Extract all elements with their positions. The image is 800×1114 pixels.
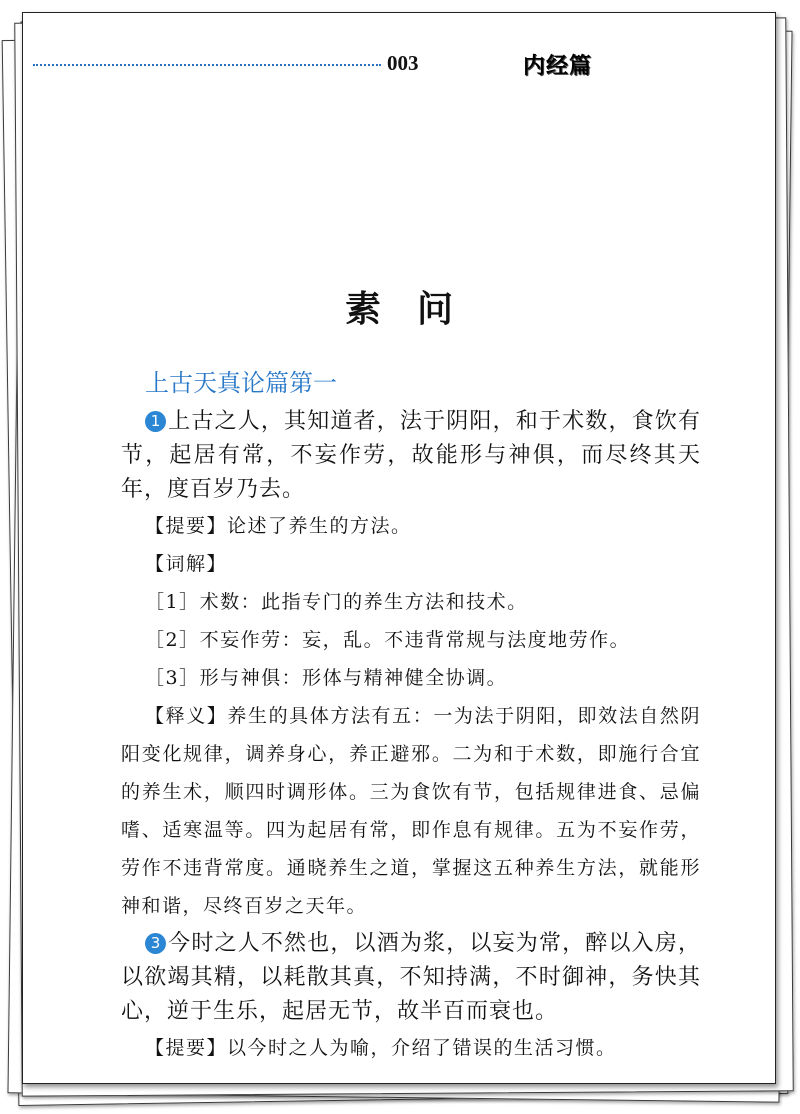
passage-number-badge: 3 xyxy=(145,933,166,954)
chapter-title: 素问 xyxy=(344,288,489,330)
explanation: 【释义】养生的具体方法有五：一为法于阴阳，即效法自然阴阳变化规律，调养身心，养正避邪。二为和于术数，即施行合宜的养生术，顺四时调形体。三为食饮有节，包括规律进食、忌偏嗜、适寒温等。四为起居有常，即作息有规律。五为不妄作劳，劳作不违背常度。通晓养生之道，掌握这五种养生方法，就能形神和谐，尽终百岁之天年。 xyxy=(121,705,701,917)
summary-1: 【提要】论述了养生的方法。 xyxy=(145,515,412,537)
passage-3 xyxy=(121,927,701,1029)
page-number: 003 xyxy=(387,51,419,75)
glossary-item: ［1］术数：此指专门的养生方法和技术。 xyxy=(145,591,528,613)
passage-3-text: 今时之人不然也，以酒为浆，以妄为常，醉以入房，以欲竭其精，以耗散其真，不知持满，不时御神，务快其心，逆于生乐，起居无节，故半百而衰也。 xyxy=(121,931,701,1024)
page-content xyxy=(121,365,701,1067)
section-title: 上古天真论篇第一 xyxy=(145,369,337,397)
page-header xyxy=(23,13,775,93)
header-calligraphy-seal: 内经篇 xyxy=(523,54,593,79)
glossary-label: 【词解】 xyxy=(145,553,228,575)
summary-3: 【提要】以今时之人为喻，介绍了错误的生活习惯。 xyxy=(145,1037,617,1059)
passage-number-badge: 1 xyxy=(145,411,166,432)
glossary-item: ［3］形与神俱：形体与精神健全协调。 xyxy=(145,667,508,689)
glossary-item: ［2］不妄作劳：妄，乱。不违背常规与法度地劳作。 xyxy=(145,629,631,651)
header-dotted-rule xyxy=(33,64,381,66)
passage-1 xyxy=(121,405,701,507)
passage-1-text: 上古之人，其知道者，法于阴阳，和于术数，食饮有节，起居有常，不妄作劳，故能形与神俱，而尽终其天年，度百岁乃去。 xyxy=(121,409,701,502)
book-page xyxy=(22,12,776,1084)
